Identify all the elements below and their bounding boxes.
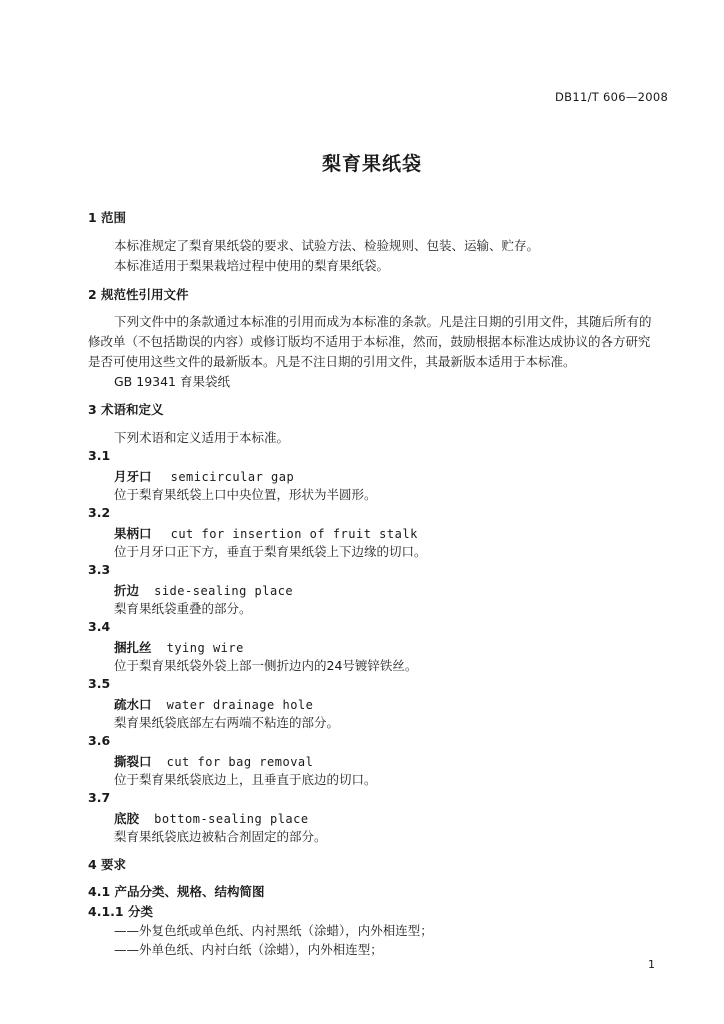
term-english: cut for insertion of fruit stalk <box>170 527 418 541</box>
term-entry <box>114 808 309 827</box>
section-2-line-1: 下列文件中的条款通过本标准的引用而成为本标准的条款。凡是注日期的引用文件，其随后所有的 <box>114 314 652 329</box>
term-definition: 梨育果纸袋底部左右两端不粘连的部分。 <box>114 715 340 730</box>
term-definition: 位于梨育果纸袋底边上，且垂直于底边的切口。 <box>114 772 377 787</box>
section-2-reference: GB 19341 育果袋纸 <box>114 374 230 389</box>
term-entry <box>114 694 313 713</box>
term-entry <box>114 523 418 542</box>
term-english: bottom-sealing place <box>154 812 309 826</box>
term-number: 3.1 <box>88 448 111 463</box>
term-name: 果柄口 <box>114 526 152 541</box>
term-entry <box>114 580 293 599</box>
term-definition: 位于梨育果纸袋外袋上部一侧折边内的24号镀锌铁丝。 <box>114 658 418 673</box>
section-1-para-1: 本标准规定了梨育果纸袋的要求、试验方法、检验规则、包装、运输、贮存。 <box>114 238 540 253</box>
term-name: 捆扎丝 <box>114 640 152 655</box>
term-definition: 梨育果纸袋底边被粘合剂固定的部分。 <box>114 829 327 844</box>
list-item: ——外复色纸或单色纸、内衬黑纸（涂蜡），内外相连型； <box>114 923 433 938</box>
term-english: side-sealing place <box>154 584 294 598</box>
term-definition: 梨育果纸袋重叠的部分。 <box>114 601 252 616</box>
term-entry <box>114 466 294 485</box>
term-name: 月牙口 <box>114 469 152 484</box>
term-definition: 位于月牙口正下方，垂直于梨育果纸袋上下边缘的切口。 <box>114 544 427 559</box>
term-name: 折边 <box>114 583 140 598</box>
term-number: 3.6 <box>88 733 111 748</box>
list-item: ——外单色纸、内衬白纸（涂蜡），内外相连型； <box>114 942 383 957</box>
term-number: 3.5 <box>88 676 111 691</box>
term-number: 3.2 <box>88 505 111 520</box>
term-entry <box>114 751 313 770</box>
term-english: cut for bag removal <box>166 755 314 769</box>
section-2-line-2: 修改单（不包括勘误的内容）或修订版均不适用于本标准，然而，鼓励根据本标准达成协议的各方研究 <box>88 334 651 349</box>
page-title: 梨育果纸袋 <box>322 153 423 175</box>
term-number: 3.3 <box>88 562 111 577</box>
section-1-heading: 1 范围 <box>88 210 127 225</box>
subsection-4-1-1-heading: 4.1.1 分类 <box>88 904 153 919</box>
term-english: semicircular gap <box>170 470 295 484</box>
header-code: DB11/T 606—2008 <box>555 90 669 104</box>
section-1-para-2: 本标准适用于梨果栽培过程中使用的梨育果纸袋。 <box>114 258 390 273</box>
page-number: 1 <box>648 958 655 971</box>
term-english: tying wire <box>166 641 244 655</box>
term-english: water drainage hole <box>166 698 314 712</box>
term-definition: 位于梨育果纸袋上口中央位置，形状为半圆形。 <box>114 487 377 502</box>
term-number: 3.4 <box>88 619 111 634</box>
term-name: 底胶 <box>114 811 140 826</box>
section-4-heading: 4 要求 <box>88 857 127 872</box>
section-2-heading: 2 规范性引用文件 <box>88 287 189 302</box>
section-2-line-3: 是否可使用这些文件的最新版本。凡是不注日期的引用文件，其最新版本适用于本标准。 <box>88 354 576 369</box>
term-name: 疏水口 <box>114 697 152 712</box>
term-name: 撕裂口 <box>114 754 152 769</box>
section-3-heading: 3 术语和定义 <box>88 402 164 417</box>
term-number: 3.7 <box>88 790 111 805</box>
section-3-intro: 下列术语和定义适用于本标准。 <box>114 430 290 445</box>
subsection-4-1-heading: 4.1 产品分类、规格、结构简图 <box>88 884 265 899</box>
term-entry <box>114 637 244 656</box>
